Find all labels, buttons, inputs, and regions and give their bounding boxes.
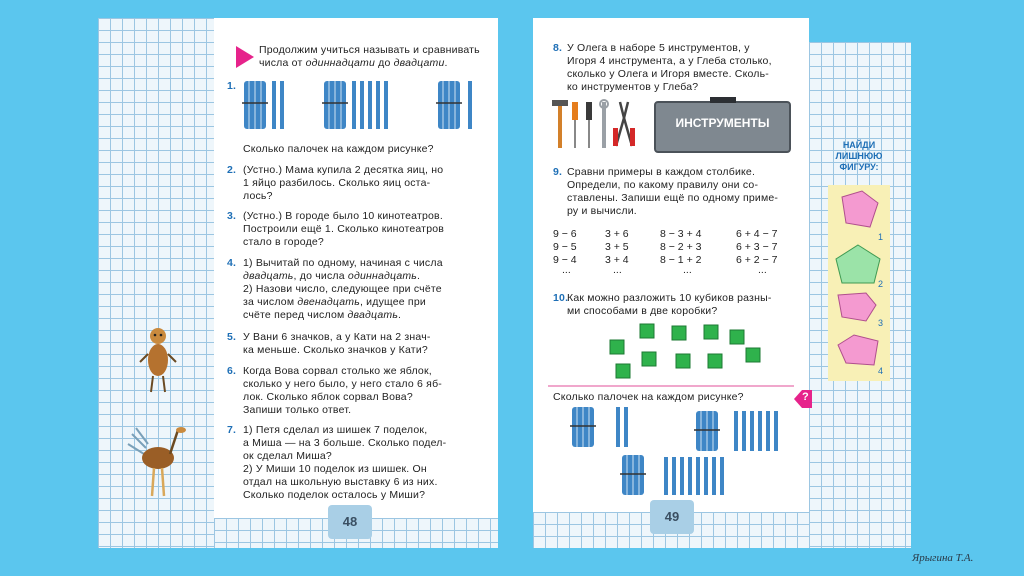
sticks-illustration-1	[240, 77, 490, 133]
sidebar-title-line: ЛИШНЮЮ	[835, 151, 883, 161]
task-5-line: ка меньше. Сколько значков у Кати?	[243, 344, 428, 356]
expression-ellipsis: ...	[613, 264, 622, 276]
shape-number: 1	[878, 232, 884, 242]
expression: 6 + 2 − 7	[736, 254, 778, 266]
expression-ellipsis: ...	[758, 264, 767, 276]
task-4-line-4-a: за числом	[243, 296, 298, 308]
word-twenty: двадцать	[243, 270, 294, 282]
task-9-line: Определи, по какому правилу они со-	[567, 179, 759, 191]
tools-illustration	[550, 98, 640, 150]
green-cube-icon	[704, 325, 718, 339]
task-2-line: лось?	[243, 190, 273, 202]
green-cube-icon	[642, 352, 656, 366]
expression-ellipsis: ...	[562, 264, 571, 276]
task-9-line: Сравни примеры в каждом столбике.	[567, 166, 756, 178]
expression: 8 − 1 + 2	[660, 254, 702, 266]
expression: 3 + 5	[605, 241, 629, 253]
bottom-sticks-question: Сколько палочек на каждом рисунке?	[553, 391, 744, 403]
intro-line-2-e: .	[444, 57, 448, 69]
shape-number: 4	[878, 366, 884, 376]
task-3-number: 3.	[227, 210, 237, 222]
expression: 9 − 5	[553, 241, 577, 253]
pink-arrow-icon	[234, 44, 256, 70]
expression: 3 + 6	[605, 228, 629, 240]
task-3-line: (Устно.) В городе было 10 кинотеатров.	[243, 210, 443, 222]
task-9-line: ру и вычисли.	[567, 205, 637, 217]
green-cube-icon	[708, 354, 722, 368]
task-4-line-4	[243, 296, 483, 309]
expression: 9 − 4	[553, 254, 577, 266]
sidebar-title-line: ФИГУРУ:	[839, 162, 879, 172]
word-eleven: одиннадцать	[347, 270, 418, 282]
intro-text	[259, 44, 497, 70]
shape-number: 2	[878, 279, 884, 289]
toolbox	[654, 101, 791, 153]
task-9-text	[567, 166, 799, 218]
task-10-number: 10.	[553, 292, 569, 304]
task-1-number: 1.	[227, 80, 237, 92]
task-1-question: Сколько палочек на каждом рисунке?	[243, 143, 434, 155]
page-number-right: 49	[650, 500, 694, 534]
task-6-line: лок. Сколько яблок сорвал Вова?	[243, 391, 413, 403]
task-8-line: сколько у Олега и Игоря вместе. Сколь-	[567, 68, 769, 80]
green-cube-icon	[616, 364, 630, 378]
task-7-line: отдал на школьную выставку 6 из них.	[243, 476, 438, 488]
shape-number: 3	[878, 318, 884, 328]
task-8-text	[567, 42, 799, 94]
green-pentagon-icon	[836, 245, 880, 283]
task-4-line-3: 2) Назови число, следующее при счёте	[243, 283, 442, 295]
expression: 8 − 2 + 3	[660, 241, 702, 253]
task-9-line: ставлены. Запиши ещё по одному приме-	[567, 192, 779, 204]
green-cubes-illustration	[606, 320, 766, 380]
expression: 3 + 4	[605, 254, 629, 266]
task-3-text	[243, 210, 483, 249]
task-4-line-2-b: , до числа	[293, 270, 348, 282]
stick-bundle-icon	[242, 81, 268, 129]
task-6-line: сколько у него было, у него стало 6 яб-	[243, 378, 442, 390]
task-7-line: а Миша — на 3 больше. Сколько подел-	[243, 437, 447, 449]
toolbox-label: ИНСТРУМЕНТЫ	[675, 116, 770, 130]
task-8-line: Игоря 4 инструмента, а у Глеба столько,	[567, 55, 772, 67]
task-10-line: Как можно разложить 10 кубиков разны-	[567, 292, 772, 304]
green-cube-icon	[746, 348, 760, 362]
green-cube-icon	[640, 324, 654, 338]
task-9-number: 9.	[553, 166, 563, 178]
task-8-line: ко инструментов у Глеба?	[567, 81, 699, 93]
intro-line-2	[259, 57, 497, 70]
task-5-text	[243, 331, 483, 357]
pink-divider	[548, 385, 794, 387]
intro-line-2-a: числа от	[259, 57, 306, 69]
intro-line-1: Продолжим учиться называть и сравнивать	[259, 44, 480, 56]
task-8-line: У Олега в наборе 5 инструментов, у	[567, 42, 750, 54]
task-6-number: 6.	[227, 365, 237, 377]
pink-pentagon-icon	[838, 335, 878, 365]
task-7-number: 7.	[227, 424, 237, 436]
task-4-line-5-a: счёте перед числом	[243, 309, 348, 321]
task-7-line: 1) Петя сделал из шишек 7 поделок,	[243, 424, 428, 436]
page-number-left: 48	[328, 505, 372, 539]
task-4-text	[243, 257, 483, 322]
task-2-number: 2.	[227, 164, 237, 176]
hammer-icon	[552, 100, 568, 148]
task-4-number: 4.	[227, 257, 237, 269]
task-6-line: Запиши только ответ.	[243, 404, 352, 416]
task-6-line: Когда Вова сорвал столько же яблок,	[243, 365, 432, 377]
task-10-line: ми способами в две коробки?	[567, 305, 718, 317]
task-3-line: стало в городе?	[243, 236, 324, 248]
sidebar-title-line: НАЙДИ	[842, 140, 876, 150]
intro-line-2-c: до	[375, 57, 394, 69]
task-5-number: 5.	[227, 331, 237, 343]
intro-word-twenty: двадцати	[393, 57, 445, 69]
pink-pentagon-icon	[838, 293, 876, 321]
task-2-text	[243, 164, 483, 203]
pinecone-figure-icon	[138, 326, 178, 396]
task-2-line: 1 яйцо разбилось. Сколько яиц оста-	[243, 177, 431, 189]
question-badge-label: ?	[802, 391, 809, 403]
pliers-icon	[613, 102, 635, 146]
expression: 8 − 3 + 4	[660, 228, 702, 240]
sticks-illustration-2	[568, 405, 798, 497]
task-4-line-2-d: .	[417, 270, 421, 282]
task-4-line-5-c: .	[398, 309, 402, 321]
expression-ellipsis: ...	[683, 264, 692, 276]
task-6-text	[243, 365, 483, 417]
wrench-icon	[600, 100, 608, 148]
task-4-line-5	[243, 309, 483, 322]
sidebar-title	[826, 140, 892, 173]
task-4-line-1: 1) Вычитай по одному, начиная с числа	[243, 257, 443, 269]
intro-word-eleven: одиннадцати	[305, 57, 376, 69]
screwdriver-icon	[572, 102, 578, 148]
pink-pentagon-icon	[842, 191, 878, 227]
task-7-text	[243, 424, 483, 502]
task-3-line: Построили ещё 1. Сколько кинотеатров	[243, 223, 445, 235]
task-4-line-4-c: , идущее при	[359, 296, 426, 308]
task-7-line: ок сделал Миша?	[243, 450, 332, 462]
word-twelve: двенадцать	[297, 296, 360, 308]
expression: 9 − 6	[553, 228, 577, 240]
task-7-line: Сколько поделок осталось у Миши?	[243, 489, 426, 501]
ostrich-figure-icon	[124, 424, 194, 500]
task-8-number: 8.	[553, 42, 563, 54]
author-credit: Ярыгина Т.А.	[912, 552, 974, 564]
word-twenty: двадцать	[347, 309, 399, 321]
green-cube-icon	[610, 340, 624, 354]
expression: 6 + 3 − 7	[736, 241, 778, 253]
green-cube-icon	[730, 330, 744, 344]
green-cube-icon	[672, 326, 686, 340]
expression: 6 + 4 − 7	[736, 228, 778, 240]
task-5-line: У Вани 6 значков, а у Кати на 2 знач-	[243, 331, 431, 343]
task-10-text	[567, 292, 799, 318]
screwdriver-icon	[586, 102, 592, 148]
task-2-line: (Устно.) Мама купила 2 десятка яиц, но	[243, 164, 444, 176]
task-7-line: 2) У Миши 10 поделок из шишек. Он	[243, 463, 427, 475]
task-4-line-2	[243, 270, 483, 283]
toolbox-handle	[710, 97, 736, 103]
green-cube-icon	[676, 354, 690, 368]
